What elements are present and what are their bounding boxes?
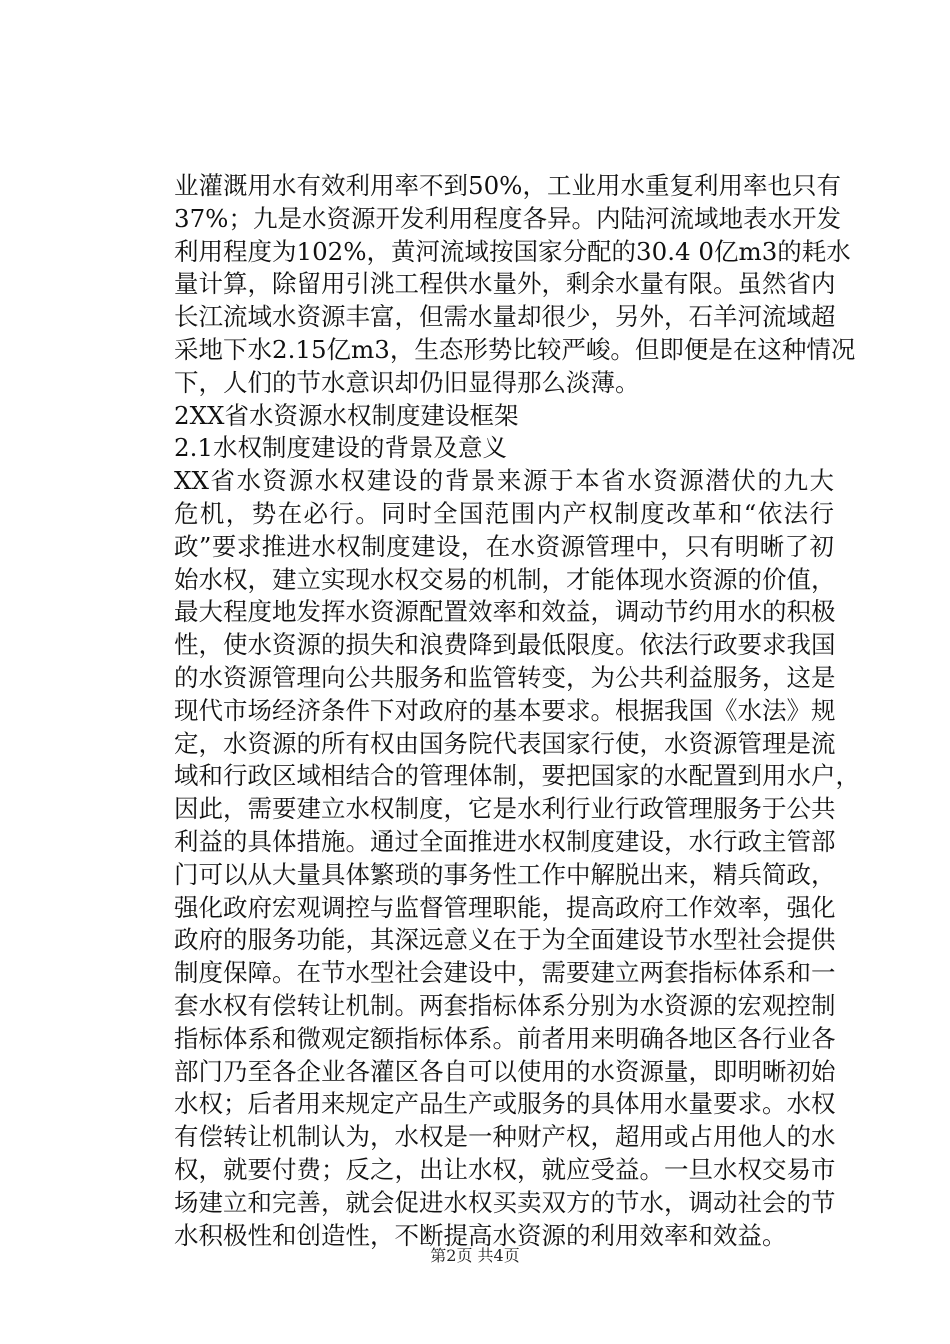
text-line: 37%；九是水资源开发利用程度各异。内陆河流域地表水开发 [174,203,841,233]
body-text [174,170,860,1252]
text-line: 制度保障。在节水型社会建设中，需要建立两套指标体系和一 [174,958,836,988]
text-line: 场建立和完善，就会促进水权买卖双方的节水，调动社会的节 [174,1187,836,1217]
text-line: 有偿转让机制认为，水权是一种财产权，超用或占用他人的水 [174,1122,836,1152]
text-line: 强化政府宏观调控与监督管理职能，提高政府工作效率，强化 [174,892,836,922]
subsection-heading: 2.1水权制度建设的背景及意义 [174,433,507,463]
text-line: 最大程度地发挥水资源配置效率和效益，调动节约用水的积极 [174,597,836,627]
text-line: 域和行政区域相结合的管理体制，要把国家的水配置到用水户， [174,761,860,791]
text-line: 水积极性和创造性，不断提高水资源的利用效率和效益。 [174,1220,787,1250]
text-line: 性，使水资源的损失和浪费降到最低限度。依法行政要求我国 [174,630,836,660]
text-line: 因此，需要建立水权制度，它是水利行业行政管理服务于公共 [174,794,836,824]
text-line: XX省水资源水权建设的背景来源于本省水资源潜伏的九大 [174,466,834,496]
text-line: 业灌溉用水有效利用率不到50%，工业用水重复利用率也只有 [174,171,841,200]
text-line: 门可以从大量具体繁琐的事务性工作中解脱出来，精兵简政， [174,859,836,889]
text-line: 水权；后者用来规定产品生产或服务的具体用水量要求。水权 [174,1089,836,1119]
text-line: 套水权有偿转让机制。两套指标体系分别为水资源的宏观控制 [174,990,836,1020]
text-line: 指标体系和微观定额指标体系。前者用来明确各地区各行业各 [174,1023,836,1053]
text-line: 始水权，建立实现水权交易的机制，才能体现水资源的价值， [174,564,836,594]
text-line: 定，水资源的所有权由国务院代表国家行使，水资源管理是流 [174,728,836,758]
text-line: 政府的服务功能，其深远意义在于为全面建设节水型社会提供 [174,925,836,955]
text-line: 的水资源管理向公共服务和监管转变，为公共利益服务，这是 [174,662,836,692]
text-line: 危机，势在必行。同时全国范围内产权制度改革和“依法行 [174,498,834,528]
text-line: 长江流域水资源丰富，但需水量却很少，另外，石羊河流域超 [174,302,836,332]
text-line: 部门乃至各企业各灌区各自可以使用的水资源量，即明晰初始 [174,1056,836,1086]
text-line: 政”要求推进水权制度建设，在水资源管理中，只有明晰了初 [174,531,834,561]
page-footer: 第2页 共4页 [430,1246,520,1265]
text-line: 利益的具体措施。通过全面推进水权制度建设，水行政主管部 [174,826,836,856]
section-heading: 2XX省水资源水权制度建设框架 [174,400,519,430]
text-line: 利用程度为102%，黄河流域按国家分配的30.4 0亿m3的耗水 [174,236,851,266]
text-line: 现代市场经济条件下对政府的基本要求。根据我国《水法》规 [174,695,836,725]
text-line: 下，人们的节水意识却仍旧显得那么淡薄。 [174,367,640,397]
text-line: 量计算，除留用引洮工程供水量外，剩余水量有限。虽然省内 [174,269,836,299]
text-line: 权，就要付费；反之，出让水权，就应受益。一旦水权交易市 [174,1154,836,1184]
text-line: 采地下水2.15亿m3，生态形势比较严峻。但即便是在这种情况 [174,334,856,364]
